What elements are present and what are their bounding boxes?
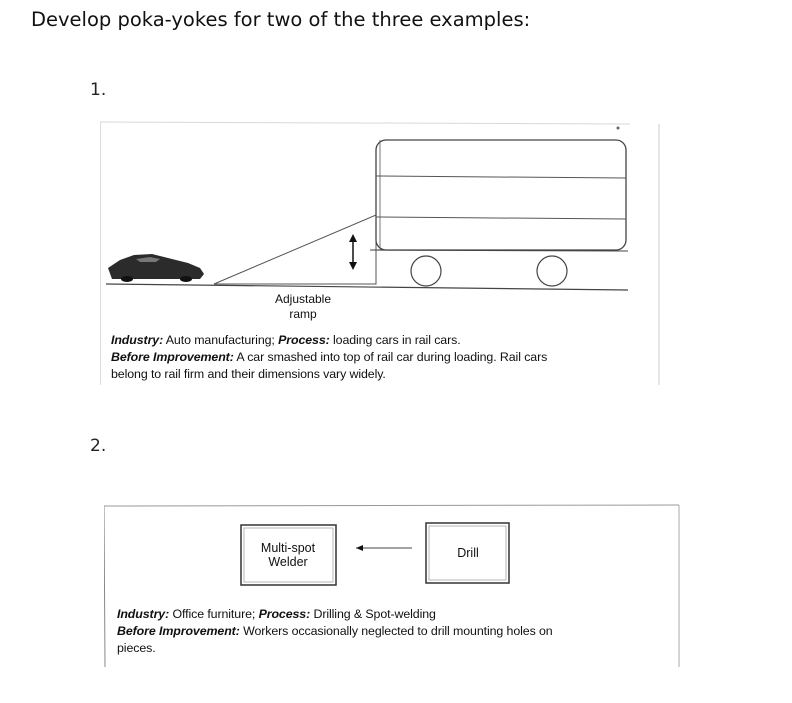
before-text-line2: belong to rail firm and their dimensions vary widely. xyxy=(111,367,386,381)
example-2-description xyxy=(117,606,677,657)
example-1-description xyxy=(111,332,651,383)
ramp-label-line1: Adjustable xyxy=(274,292,332,306)
before-label: Before Improvement: xyxy=(111,350,234,364)
industry-value: Office furniture; xyxy=(169,607,259,621)
welder-label-line1: Multi-spot xyxy=(260,541,316,555)
before-line xyxy=(111,349,651,366)
industry-value: Auto manufacturing; xyxy=(163,333,279,347)
process-value: Drilling & Spot-welding xyxy=(310,607,436,621)
car-icon xyxy=(108,254,204,282)
figure-top-border xyxy=(100,122,630,124)
example-2-number: 2. xyxy=(90,436,107,456)
industry-label: Industry: xyxy=(111,333,164,347)
process-label: Process: xyxy=(278,333,330,347)
industry-label: Industry: xyxy=(117,607,170,621)
welder-label-line2: Welder xyxy=(268,555,308,569)
drill-label: Drill xyxy=(457,546,479,560)
ramp-label-line2: ramp xyxy=(289,307,317,321)
before-text-line1: Workers occasionally neglected to drill mounting holes on xyxy=(239,624,553,638)
double-arrow-icon xyxy=(349,234,357,270)
before-line xyxy=(117,623,677,640)
process-label: Process: xyxy=(258,607,311,621)
before-label: Before Improvement: xyxy=(117,624,240,638)
before-text-line2: pieces. xyxy=(117,641,156,655)
before-text-line1: A car smashed into top of rail car during loading. Rail cars xyxy=(233,350,548,364)
process-value: loading cars in rail cars. xyxy=(329,333,461,347)
page-heading: Develop poka-yokes for two of the three examples: xyxy=(31,8,531,31)
industry-line xyxy=(117,606,677,623)
rail-wheel-left xyxy=(411,256,441,286)
figure-top-border xyxy=(104,505,679,506)
rail-wheel-right xyxy=(537,256,567,286)
adjustable-ramp xyxy=(214,215,376,284)
rail-car xyxy=(370,140,628,286)
industry-line xyxy=(111,332,651,349)
figure-left-border xyxy=(104,506,105,667)
example-1-number: 1. xyxy=(90,80,107,100)
arrow-left-icon xyxy=(356,545,412,551)
